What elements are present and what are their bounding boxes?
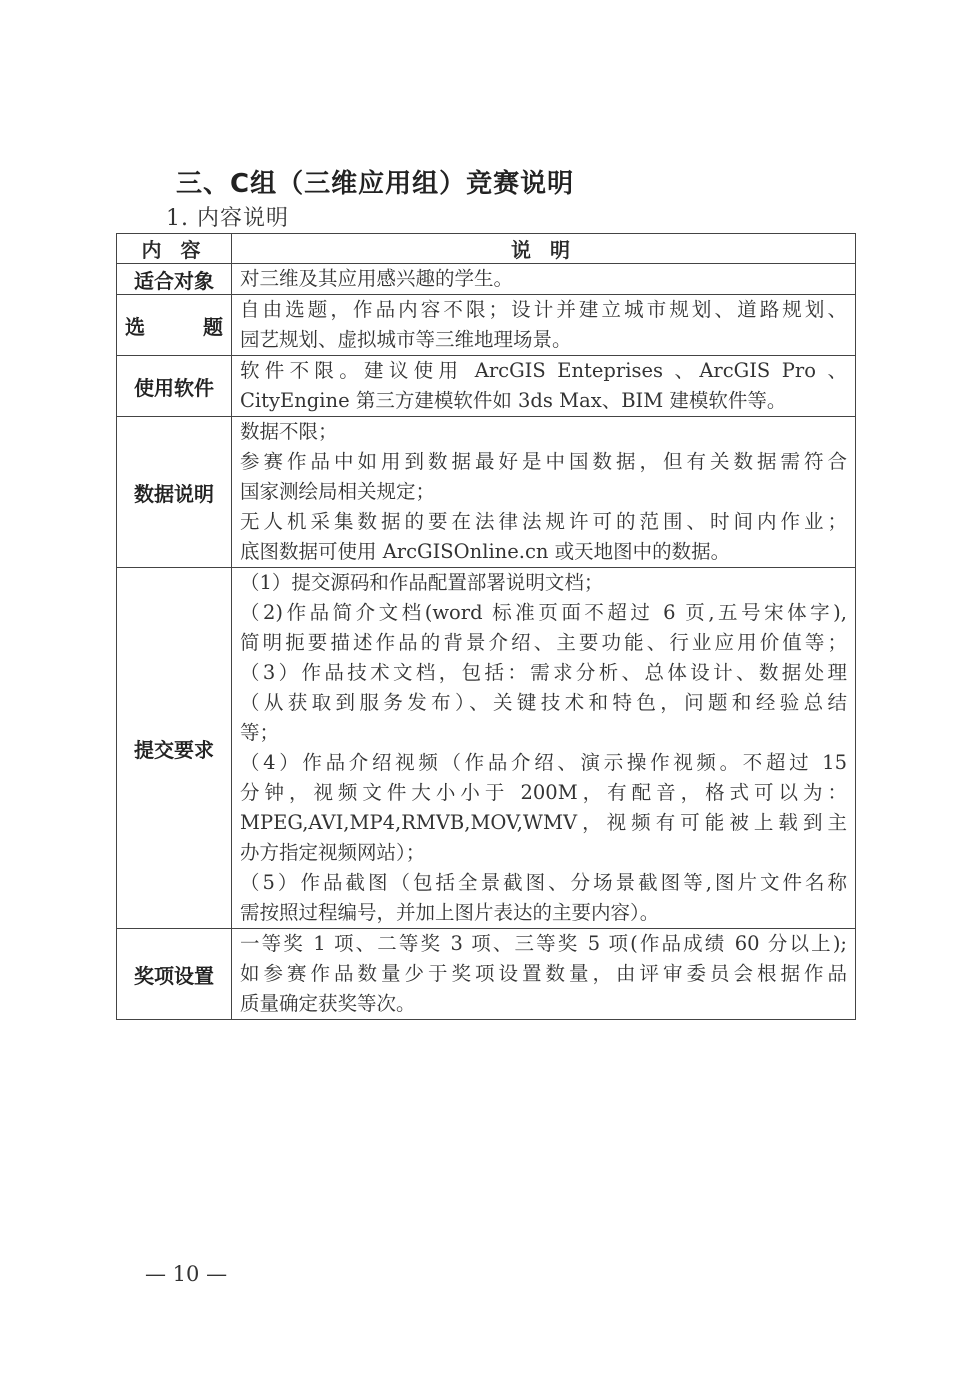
text-line: 数据不限； xyxy=(240,420,338,443)
text-line: 底图数据可使用 ArcGISOnline.cn 或天地图中的数据。 xyxy=(240,540,731,563)
row-label xyxy=(117,295,232,356)
text-line: 对三维及其应用感兴趣的学生。 xyxy=(240,267,514,290)
row-text xyxy=(232,417,856,568)
text-line: 办方指定视频网站）； xyxy=(240,841,426,864)
text-line: 一等奖 1 项、二等奖 3 项、三等奖 5 项(作品成绩 60 分以上); xyxy=(240,932,847,955)
row-label-char: 题 xyxy=(203,314,223,339)
text-line: （2)作品简介文档(word 标准页面不超过 6 页,五号宋体字), xyxy=(240,601,847,624)
table-row xyxy=(117,264,856,295)
table-row xyxy=(117,295,856,356)
table-row xyxy=(117,568,856,929)
text-line: 质量确定获奖等次。 xyxy=(240,992,416,1015)
text-line: 无人机采集数据的要在法律法规许可的范围、时间内作业； xyxy=(240,510,847,533)
table-row xyxy=(117,417,856,568)
row-label-char: 选 xyxy=(125,314,145,339)
text-line: 如参赛作品数量少于奖项设置数量，由评审委员会根据作品 xyxy=(240,962,847,985)
row-label: 使用软件 xyxy=(117,356,232,417)
row-label: 提交要求 xyxy=(117,568,232,929)
row-text xyxy=(232,929,856,1020)
text-line: 需按照过程编号，并加上图片表达的主要内容）。 xyxy=(240,901,660,924)
competition-spec-table xyxy=(116,233,856,1020)
text-line: 软件不限。建议使用 ArcGIS Enteprises 、ArcGIS Pro 、 xyxy=(240,359,847,382)
row-text xyxy=(232,568,856,929)
table-header-row xyxy=(117,234,856,264)
table-row xyxy=(117,356,856,417)
text-line: 园艺规划、虚拟城市等三维地理场景。 xyxy=(240,328,572,351)
header-description: 说 明 xyxy=(232,234,856,264)
text-line: （从获取到服务发布）、关键技术和特色，问题和经验总结 xyxy=(240,691,847,714)
row-text xyxy=(232,295,856,356)
sub-title: 1. 内容说明 xyxy=(166,206,289,231)
text-line: 自由选题，作品内容不限；设计并建立城市规划、道路规划、 xyxy=(240,298,847,321)
text-line: 参赛作品中如用到数据最好是中国数据，但有关数据需符合 xyxy=(240,450,847,473)
row-text xyxy=(232,264,856,295)
text-line: （5）作品截图（包括全景截图、分场景截图等,图片文件名称 xyxy=(240,871,847,894)
row-text xyxy=(232,356,856,417)
row-label: 奖项设置 xyxy=(117,929,232,1020)
header-content: 内 容 xyxy=(117,234,232,264)
text-line: MPEG,AVI,MP4,RMVB,MOV,WMV，视频有可能被上载到主 xyxy=(240,811,847,834)
text-line: 简明扼要描述作品的背景介绍、主要功能、行业应用价值等； xyxy=(240,631,847,654)
section-title: 三、C组（三维应用组）竞赛说明 xyxy=(176,169,575,199)
row-label: 适合对象 xyxy=(117,264,232,295)
text-line: （4）作品介绍视频（作品介绍、演示操作视频。不超过 15 xyxy=(240,751,847,774)
text-line: （1）提交源码和作品配置部署说明文档； xyxy=(240,571,604,594)
table-row xyxy=(117,929,856,1020)
text-line: 分钟，视频文件大小小于 200M，有配音，格式可以为： xyxy=(240,781,847,804)
page-number: — 10 — xyxy=(145,1262,228,1286)
text-line: 等； xyxy=(240,721,280,744)
text-line: 国家测绘局相关规定； xyxy=(240,480,436,503)
row-label: 数据说明 xyxy=(117,417,232,568)
text-line: CityEngine 第三方建模软件如 3ds Max、BIM 建模软件等。 xyxy=(240,389,787,412)
text-line: （3）作品技术文档，包括：需求分析、总体设计、数据处理 xyxy=(240,661,847,684)
